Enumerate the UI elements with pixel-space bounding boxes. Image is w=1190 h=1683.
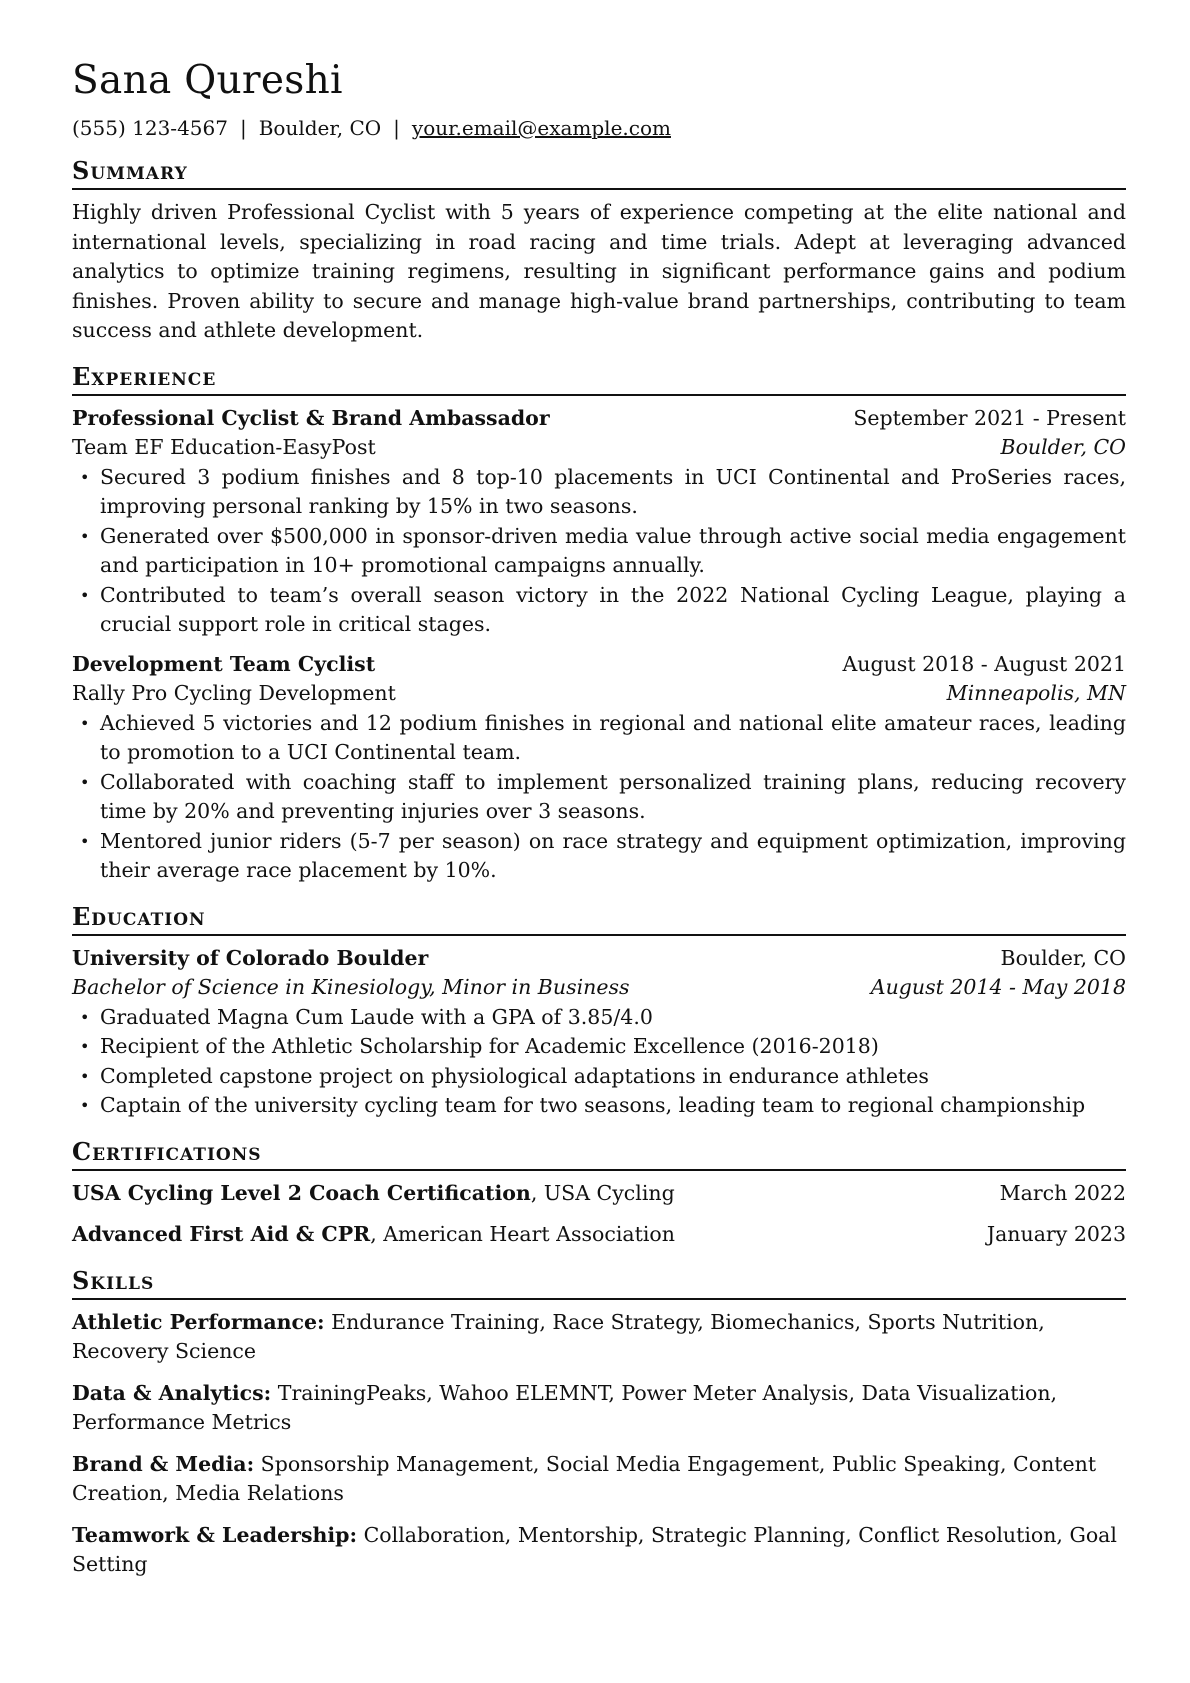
experience-section [72,362,1126,886]
skill-items: TrainingPeaks, Wahoo ELEMNT, Power Meter Analysis, Data Visualization, Performance Metrics [72,1380,1058,1434]
list-item: • Contributed to team’s overall season victory in the 2022 National Cycling League, playing a crucial support role in critical stages. [80,582,1126,636]
section-title-education: Education [72,902,1126,936]
contact-line [72,114,1126,142]
job-role: Professional Cyclist & Brand Ambassador [72,405,550,430]
bullet-icon: • [80,1007,90,1027]
skill-items: Sponsorship Management, Social Media Engagement, Public Speaking, Content Creation, Media Relations [72,1451,1097,1505]
job-dates: September 2021 - Present [853,405,1126,430]
certification-date: January 2023 [986,1222,1126,1246]
certification-issuer: , American Heart Association [370,1222,675,1246]
skill-label: Brand & Media: [72,1451,255,1476]
section-title-experience: Experience [72,362,1126,396]
bullet-icon: • [80,713,90,733]
education-bullets [72,1003,1126,1121]
job-dates: August 2018 - August 2021 [842,651,1126,676]
skill-items: Collaboration, Mentorship, Strategic Planning, Conflict Resolution, Goal Setting [72,1522,1117,1576]
list-item: • Secured 3 podium finishes and 8 top-10 placements in UCI Continental and ProSeries races, improving personal ranking by 15% in two seasons. [80,464,1126,518]
section-title-certifications: Certifications [72,1137,1126,1171]
job-location: Boulder, CO [1000,435,1126,459]
skills-section [72,1266,1126,1580]
list-item: • Achieved 5 victories and 12 podium finishes in regional and national elite amateur races, leading to promotion to a UCI Continental team. [80,710,1126,764]
education-section [72,902,1126,1121]
phone-number: (555) 123-4567 [72,116,228,140]
skill-label: Data & Analytics: [72,1380,272,1405]
list-item: • Collaborated with coaching staff to implement personalized training plans, reducing recovery time by 20% and preventing injuries over 3 seasons. [80,769,1126,823]
certification-row [72,1179,1126,1209]
email-link[interactable]: your.email@example.com [411,116,671,140]
bullet-icon: • [80,1066,90,1086]
certification-date: March 2022 [999,1180,1126,1205]
certification-row [72,1220,1126,1250]
job-organization: Team EF Education-EasyPost [72,435,376,459]
skill-label: Teamwork & Leadership: [72,1522,358,1547]
list-item: • Graduated Magna Cum Laude with a GPA of 3.85/4.0 [72,1003,1126,1033]
bullet-icon: • [80,526,90,546]
summary-text: Highly driven Professional Cyclist with 5 years of experience competing at the elite national and international levels, specializing in road racing and time trials. Adept at leveraging advanced analytics to optimize training regimens, resulting in significant performance gains and podium finishes. Proven ability to secure and manage high-value brand partnerships, contributing to team success and athlete development. [72,200,1126,342]
job-entry [72,650,1126,886]
job-bullets [72,709,1126,886]
certification-name: Advanced First Aid & CPR [72,1222,371,1246]
bullet-icon: • [80,831,90,851]
skill-group [72,1521,1126,1580]
contact-separator: | [393,116,400,140]
bullet-icon: • [80,772,90,792]
resume-page [72,58,1126,1596]
bullet-icon: • [80,1096,90,1115]
school-location: Boulder, CO [1000,945,1126,970]
contact-separator: | [239,116,247,140]
bullet-icon: • [80,467,90,487]
bullet-icon: • [80,585,90,605]
candidate-name: Sana Qureshi [72,58,343,103]
school-name: University of Colorado Boulder [72,945,429,970]
skill-items: Endurance Training, Race Strategy, Biomechanics, Sports Nutrition, Recovery Science [72,1309,1045,1363]
list-item: • Completed capstone project on physiological adaptations in endurance athletes [72,1062,1126,1092]
list-item: • Captain of the university cycling team for two seasons, leading team to regional championship [72,1091,1126,1121]
job-location: Minneapolis, MN [946,681,1126,705]
summary-section [72,156,1126,346]
education-dates: August 2014 - May 2018 [870,975,1126,999]
list-item: • Mentored junior riders (5-7 per season) on race strategy and equipment optimization, improving their average race placement by 10%. [80,828,1126,882]
certification-name: USA Cycling Level 2 Coach Certification [72,1180,531,1205]
list-item: • Generated over $500,000 in sponsor-driven media value through active social media engagement and participation in 10+ promotional campaigns annually. [80,523,1126,577]
section-title-skills: Skills [72,1266,1126,1300]
skill-group [72,1450,1126,1509]
skill-label: Athletic Performance: [72,1309,325,1334]
section-title-summary: Summary [72,156,1126,190]
location: Boulder, CO [258,116,382,140]
certifications-section [72,1137,1126,1250]
list-item: • Recipient of the Athletic Scholarship for Academic Excellence (2016-2018) [72,1032,1126,1062]
job-bullets [72,463,1126,640]
bullet-icon: • [80,1037,90,1056]
job-role: Development Team Cyclist [72,651,376,676]
job-organization: Rally Pro Cycling Development [72,681,396,705]
skill-group [72,1308,1126,1367]
certification-issuer: , USA Cycling [530,1180,675,1205]
job-entry [72,404,1126,640]
skill-group [72,1379,1126,1438]
degree: Bachelor of Science in Kinesiology, Minor in Business [72,975,630,999]
